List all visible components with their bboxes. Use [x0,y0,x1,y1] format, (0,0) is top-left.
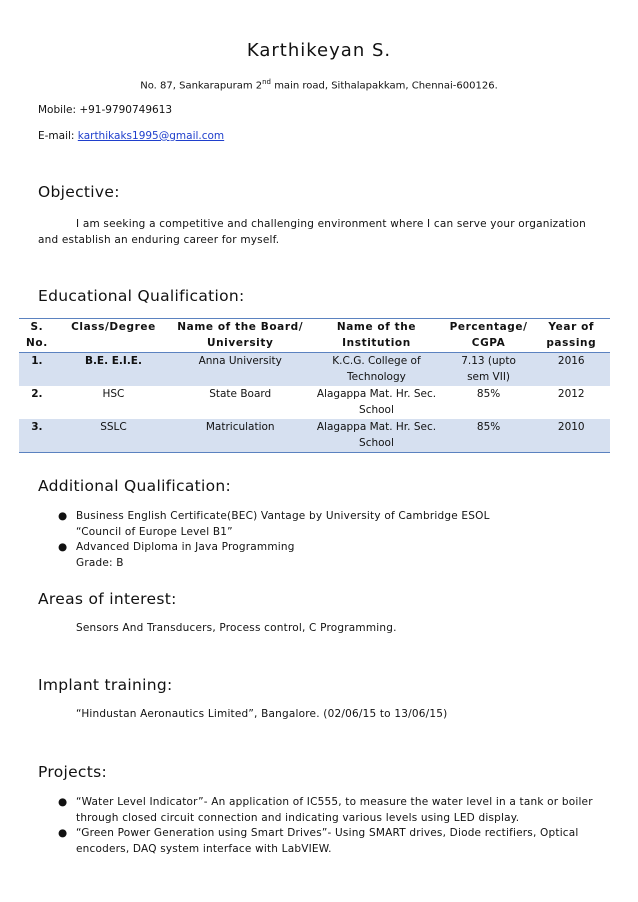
table-cell: 3. [19,419,55,453]
additional-list [38,509,598,571]
email-link[interactable]: karthikaks1995@gmail.com [77,130,225,142]
table-cell: 1. [19,353,55,387]
additional-heading: Additional Qualification: [38,477,232,495]
bullet-icon: ● [58,796,68,808]
objective-heading: Objective: [38,183,120,201]
table-cell: 7.13 (upto sem VII) [445,353,533,387]
table-cell: HSC [102,388,125,400]
item-text: “Green Power Generation using Smart Drives”- Using SMART drives, Diode rectifiers, Optical encoders, DAQ system interface with LabVIEW. [76,827,579,855]
table-cell: B.E. E.I.E. [55,353,172,387]
address-part: main road, Sithalapakkam, Chennai-600126. [271,80,498,92]
table-cell: SSLC [55,419,172,453]
bullet-icon: ● [58,510,68,522]
column-header: Class/Degree [71,321,156,333]
item-subtext: Grade: B [76,556,124,569]
education-table [19,318,610,453]
training-heading: Implant training: [38,676,173,694]
list-item [38,826,598,857]
table-cell: 2012 [557,388,585,400]
table-cell: Alagappa Mat. Hr. Sec. School [316,388,437,416]
resume-name: Karthikeyan S. [246,40,392,61]
table-cell: 85% [476,388,501,400]
table-row [19,353,610,387]
table-cell: 2016 [533,353,610,387]
objective-body: I am seeking a competitive and challenging environment where I can serve your organization and establish an enduring career for myself. [38,218,586,246]
list-item [38,540,598,571]
table-row [19,386,610,419]
email-line [38,130,224,142]
interest-text: Sensors And Transducers, Process control, C Programming. [76,622,397,634]
column-header: Percentage/ CGPA [449,321,528,349]
table-header-row [19,319,610,353]
table-cell: State Board [209,388,272,400]
address-sup: nd [262,78,272,86]
column-header: Year of passing [546,321,597,349]
table-cell: K.C.G. College of Technology [308,353,444,387]
table-cell: 2. [31,388,43,400]
table-cell: Anna University [172,353,308,387]
item-text: Advanced Diploma in Java Programming [76,541,295,553]
table-cell: Matriculation [172,419,308,453]
mobile-line: Mobile: +91-9790749613 [38,104,173,116]
training-text: “Hindustan Aeronautics Limited”, Bangalore. (02/06/15 to 13/06/15) [76,708,448,720]
email-label: E-mail: [38,130,78,142]
objective-text [38,216,598,248]
table-cell: 2010 [533,419,610,453]
address-part: No. 87, Sankarapuram 2 [140,80,263,92]
projects-list [38,795,598,857]
list-item [38,509,598,540]
address [0,78,638,91]
column-header: Name of the Institution [336,321,417,349]
education-heading: Educational Qualification: [38,287,245,305]
list-item [38,795,598,826]
item-subtext: “Council of Europe Level B1” [76,525,233,538]
item-text: Business English Certificate(BEC) Vantage by University of Cambridge ESOL [76,510,490,522]
table-cell: Alagappa Mat. Hr. Sec. School [308,419,444,453]
column-header: S. No. [26,321,48,349]
bullet-icon: ● [58,827,68,839]
interest-heading: Areas of interest: [38,590,177,608]
table-cell: 85% [445,419,533,453]
bullet-icon: ● [58,541,68,553]
table-row [19,419,610,453]
item-text: “Water Level Indicator”- An application of IC555, to measure the water level in a tank or boiler through closed circuit connection and indicating various levels using LED display. [76,796,593,824]
projects-heading: Projects: [38,763,108,781]
column-header: Name of the Board/ University [177,321,304,349]
